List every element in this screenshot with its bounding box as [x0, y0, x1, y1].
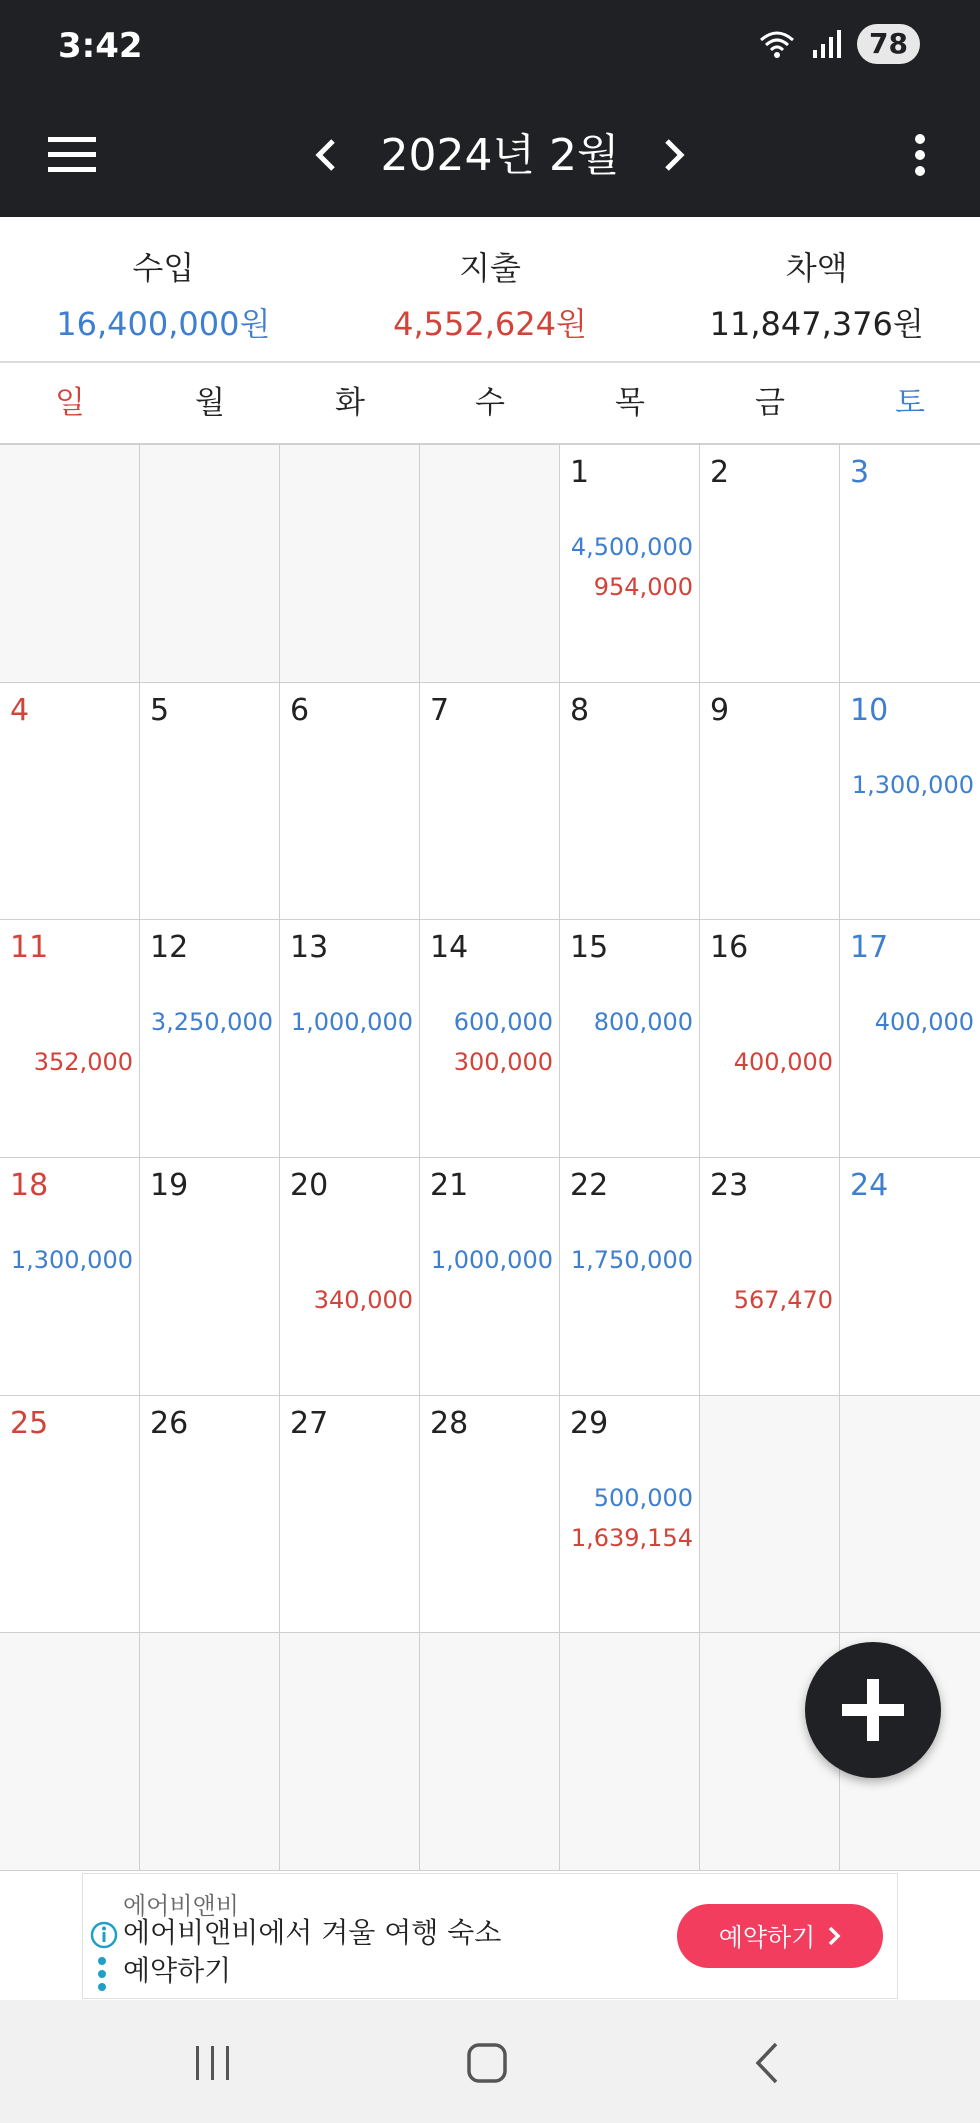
day-number: 16 — [710, 930, 749, 966]
hamburger-menu-icon — [48, 137, 96, 173]
calendar-day-cell[interactable] — [0, 1396, 140, 1634]
day-number: 29 — [570, 1405, 609, 1441]
day-number: 4 — [10, 692, 30, 728]
calendar-day-cell[interactable] — [0, 920, 140, 1158]
day-number: 19 — [150, 1167, 189, 1203]
day-number: 20 — [290, 1167, 329, 1203]
day-number: 11 — [10, 930, 49, 966]
more-vert-icon — [914, 133, 926, 177]
expense-summary — [327, 217, 654, 361]
chevron-right-icon — [663, 137, 687, 173]
month-summary — [0, 217, 980, 363]
day-number: 14 — [430, 930, 469, 966]
day-income: 1,750,000 — [570, 1245, 693, 1274]
day-number: 24 — [850, 1167, 889, 1203]
home-icon[interactable] — [464, 2040, 510, 2086]
difference-value: 11,847,376원 — [709, 305, 924, 343]
day-income: 500,000 — [593, 1483, 693, 1512]
weekday-thu: 목 — [615, 385, 645, 421]
day-number: 2 — [710, 455, 730, 490]
day-expense: 400,000 — [733, 1048, 833, 1077]
income-label: 수입 — [132, 249, 195, 287]
day-income: 800,000 — [593, 1008, 693, 1037]
difference-label: 차액 — [785, 249, 848, 287]
day-income: 600,000 — [453, 1008, 553, 1037]
calendar-day-cell[interactable] — [560, 920, 700, 1158]
calendar-empty-cell — [840, 1396, 980, 1634]
calendar-day-cell[interactable] — [140, 683, 280, 921]
weekday-wed: 수 — [475, 385, 505, 421]
day-number: 18 — [10, 1167, 49, 1203]
day-number: 12 — [150, 930, 189, 966]
calendar-day-cell[interactable] — [420, 683, 560, 921]
ad-cta-button[interactable] — [677, 1904, 883, 1968]
calendar-day-cell[interactable] — [560, 683, 700, 921]
calendar-day-cell[interactable] — [0, 683, 140, 921]
calendar-empty-cell — [280, 445, 420, 683]
calendar-empty-cell — [140, 445, 280, 683]
calendar-day-cell[interactable] — [840, 920, 980, 1158]
status-icons — [757, 24, 920, 64]
recent-apps-icon[interactable] — [190, 2040, 236, 2086]
day-number: 22 — [570, 1167, 609, 1203]
add-transaction-button[interactable] — [805, 1642, 941, 1778]
day-number: 7 — [430, 692, 450, 728]
calendar-empty-cell — [700, 1396, 840, 1634]
ad-headline[interactable]: 에어비앤비에서 겨울 여행 숙소 예약하기 — [123, 1916, 502, 1987]
ad-options-icon[interactable] — [97, 1956, 107, 1992]
calendar-empty-cell — [420, 1633, 560, 1871]
system-nav-bar — [0, 2000, 980, 2123]
day-number: 6 — [290, 692, 310, 728]
calendar-empty-cell — [0, 1633, 140, 1871]
weekday-mon: 월 — [195, 385, 225, 421]
prev-month-button[interactable] — [300, 123, 350, 187]
calendar-day-cell[interactable] — [140, 1158, 280, 1396]
calendar-day-cell[interactable] — [840, 683, 980, 921]
calendar-day-cell[interactable] — [140, 920, 280, 1158]
day-number: 21 — [430, 1167, 469, 1203]
day-income: 3,250,000 — [150, 1008, 273, 1037]
plus-icon — [838, 1675, 908, 1745]
status-time: 3:42 — [58, 26, 143, 66]
wifi-icon — [757, 24, 797, 64]
battery-badge: 78 — [857, 24, 920, 64]
calendar-day-cell[interactable] — [420, 920, 560, 1158]
calendar-day-cell[interactable] — [280, 920, 420, 1158]
ad-advertiser: 에어비앤비 — [123, 1892, 239, 1920]
day-number: 17 — [850, 930, 889, 966]
month-title[interactable]: 2024년 2월 — [380, 130, 620, 181]
weekday-header — [0, 363, 980, 445]
calendar-day-cell[interactable] — [140, 1396, 280, 1634]
app-bar — [0, 95, 980, 217]
calendar-day-cell[interactable] — [840, 445, 980, 683]
calendar-empty-cell — [0, 445, 140, 683]
day-expense: 340,000 — [313, 1285, 413, 1314]
calendar-empty-cell — [560, 1633, 700, 1871]
calendar-empty-cell — [420, 445, 560, 683]
signal-icon — [807, 24, 847, 64]
day-income: 1,000,000 — [430, 1245, 553, 1274]
calendar-day-cell[interactable] — [420, 1396, 560, 1634]
calendar-day-cell[interactable] — [0, 1158, 140, 1396]
difference-summary — [653, 217, 980, 361]
back-icon[interactable] — [746, 2040, 792, 2086]
day-income: 1,300,000 — [10, 1245, 133, 1274]
ad-banner[interactable] — [82, 1873, 898, 1999]
income-value: 16,400,000원 — [56, 305, 271, 343]
day-income: 4,500,000 — [570, 533, 693, 561]
calendar-day-cell[interactable] — [280, 1396, 420, 1634]
weekday-tue: 화 — [335, 385, 365, 421]
day-number: 1 — [570, 455, 590, 490]
calendar-day-cell[interactable] — [560, 1158, 700, 1396]
day-expense: 567,470 — [733, 1285, 833, 1314]
weekday-sat: 토 — [895, 385, 925, 421]
day-number: 10 — [850, 692, 889, 728]
menu-button[interactable] — [40, 123, 104, 187]
day-expense: 1,639,154 — [570, 1523, 693, 1552]
day-expense: 954,000 — [593, 573, 693, 601]
calendar-day-cell[interactable] — [280, 683, 420, 921]
status-bar — [0, 0, 980, 95]
day-number: 27 — [290, 1405, 329, 1441]
day-number: 9 — [710, 692, 730, 728]
calendar-day-cell[interactable] — [420, 1158, 560, 1396]
day-income: 400,000 — [874, 1008, 974, 1037]
day-expense: 352,000 — [33, 1048, 133, 1077]
day-income: 1,300,000 — [851, 770, 974, 799]
calendar-day-cell[interactable] — [700, 1158, 840, 1396]
day-number: 28 — [430, 1405, 469, 1441]
expense-value: 4,552,624원 — [393, 305, 587, 343]
income-summary — [0, 217, 327, 361]
chevron-right-icon — [827, 1925, 841, 1947]
day-number: 23 — [710, 1167, 749, 1203]
day-number: 5 — [150, 692, 170, 728]
calendar-day-cell[interactable] — [840, 1158, 980, 1396]
day-income: 1,000,000 — [290, 1008, 413, 1037]
next-month-button[interactable] — [650, 123, 700, 187]
calendar-empty-cell — [280, 1633, 420, 1871]
day-expense: 300,000 — [453, 1048, 553, 1077]
day-number: 15 — [570, 930, 609, 966]
day-number: 26 — [150, 1405, 189, 1441]
calendar-day-cell[interactable] — [280, 1158, 420, 1396]
calendar-day-cell[interactable] — [700, 920, 840, 1158]
calendar-empty-cell — [140, 1633, 280, 1871]
info-icon[interactable] — [89, 1920, 119, 1950]
chevron-left-icon — [313, 137, 337, 173]
day-number: 3 — [850, 455, 870, 490]
calendar-day-cell[interactable] — [560, 445, 700, 683]
day-number: 13 — [290, 930, 329, 966]
day-number: 8 — [570, 692, 590, 728]
more-options-button[interactable] — [900, 123, 940, 187]
calendar-day-cell[interactable] — [560, 1396, 700, 1634]
weekday-sun: 일 — [55, 385, 85, 421]
day-number: 25 — [10, 1405, 49, 1441]
calendar-day-cell[interactable] — [700, 683, 840, 921]
weekday-fri: 금 — [755, 385, 785, 421]
calendar-day-cell[interactable] — [700, 445, 840, 683]
expense-label: 지출 — [459, 249, 521, 287]
ad-cta-label: 예약하기 — [718, 1923, 816, 1952]
